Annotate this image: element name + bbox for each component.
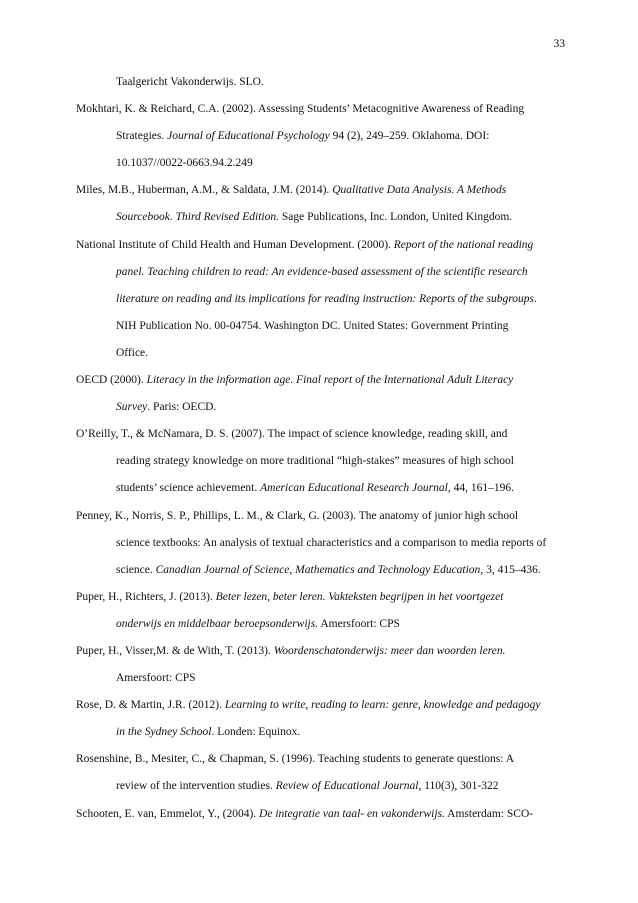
reference-text: students’ science achievement.: [116, 482, 261, 495]
reference-entry: [76, 421, 566, 502]
reference-text: Sage Publications, Inc. London, United Kingdom.: [279, 211, 513, 224]
reference-title-text: onderwijs en middelbaar beroepsonderwijs.: [116, 617, 319, 630]
reference-text: Amersfoort: CPS: [116, 672, 196, 685]
reference-title-text: Report of the national reading: [393, 238, 534, 251]
reference-text: . Paris: OECD.: [147, 401, 217, 414]
reference-line: [76, 123, 566, 150]
reference-text: , 110(3), 301-322: [418, 780, 499, 793]
reference-entry: [76, 177, 566, 231]
reference-line: [76, 286, 566, 313]
reference-entry: [76, 96, 566, 177]
reference-line: [76, 96, 566, 123]
reference-line: [76, 367, 566, 394]
reference-line: [76, 801, 566, 828]
reference-title-text: literature on reading and its implications for reading instruction: Reports of the subgroups: [116, 292, 535, 305]
reference-text: OECD (2000).: [76, 374, 147, 387]
reference-text: 10.1037//0022-0663.94.2.249: [116, 157, 253, 170]
reference-title-text: in the Sydney School: [116, 726, 212, 739]
reference-line: [76, 69, 566, 96]
reference-entry: [76, 584, 566, 638]
reference-entry: [76, 232, 566, 367]
reference-line: [76, 557, 566, 584]
reference-text: reading strategy knowledge on more traditional “high-stakes” measures of high school: [116, 455, 514, 468]
reference-line: [76, 746, 566, 773]
reference-line: [76, 448, 566, 475]
reference-entry: [76, 801, 566, 828]
reference-text: Rose, D. & Martin, J.R. (2012).: [76, 699, 225, 712]
reference-title-text: Woordenschatonderwijs: meer dan woorden leren.: [273, 644, 506, 657]
reference-entry: [76, 638, 566, 692]
reference-text: Office.: [116, 346, 149, 359]
reference-entry: [76, 746, 566, 800]
reference-title-text: panel. Teaching children to read: An evidence-based assessment of the scientific research: [116, 265, 528, 278]
reference-line: [76, 421, 566, 448]
reference-title-text: American Educational Research Journal: [260, 482, 448, 495]
reference-line: [76, 232, 566, 259]
reference-text: Mokhtari, K. & Reichard, C.A. (2002). Assessing Students’ Metacognitive Awareness of Reading: [76, 103, 525, 116]
reference-text: review of the intervention studies.: [116, 780, 276, 793]
reference-text: Schooten, E. van, Emmelot, Y., (2004).: [76, 807, 260, 820]
reference-line: [76, 313, 566, 340]
reference-text: National Institute of Child Health and Human Development. (2000).: [76, 238, 394, 251]
reference-title-text: De integratie van taal- en vakonderwijs.: [259, 807, 445, 820]
reference-line: [76, 584, 566, 611]
reference-text: , 44, 161–196.: [447, 482, 514, 495]
reference-text: Amersfoort: CPS: [318, 617, 400, 630]
reference-line: [76, 394, 566, 421]
reference-text: Puper, H., Richters, J. (2013).: [76, 590, 216, 603]
reference-line: [76, 611, 566, 638]
reference-text: Miles, M.B., Huberman, A.M., & Saldata, J.M. (2014).: [76, 184, 333, 197]
reference-title-text: Journal of Educational Psychology: [167, 130, 330, 143]
reference-line: [76, 259, 566, 286]
reference-text: science.: [116, 563, 156, 576]
reference-entry: [76, 503, 566, 584]
reference-title-text: Beter lezen, beter leren. Vakteksten begrijpen in het voortgezet: [215, 590, 504, 603]
reference-title-text: Survey: [116, 401, 148, 414]
reference-text: Taalgericht Vakonderwijs. SLO.: [116, 76, 264, 88]
reference-text: 94 (2), 249–259. Oklahoma. DOI:: [329, 130, 490, 143]
page-number: 33: [553, 38, 565, 50]
reference-line: [76, 340, 566, 367]
reference-text: Strategies.: [116, 130, 168, 143]
reference-line: [76, 204, 566, 231]
reference-line: [76, 503, 566, 530]
reference-line: [76, 638, 566, 665]
reference-title-text: Sourcebook. Third Revised Edition.: [116, 211, 279, 224]
reference-list: [76, 69, 566, 828]
reference-entry: [76, 692, 566, 746]
reference-title-text: Canadian Journal of Science, Mathematics and Technology Education: [155, 563, 481, 576]
reference-line: [76, 773, 566, 800]
reference-line: [76, 719, 566, 746]
reference-line: [76, 692, 566, 719]
reference-text: NIH Publication No. 00-04754. Washington DC. United States: Government Printing: [116, 319, 509, 332]
reference-text: . Londen: Equinox.: [211, 726, 301, 739]
reference-text: Penney, K., Norris, S. P., Phillips, L. M., & Clark, G. (2003). The anatomy of junior high school: [76, 509, 519, 522]
reference-entry: [76, 69, 566, 96]
reference-entry: [76, 367, 566, 421]
reference-text: Puper, H., Visser,M. & de With, T. (2013).: [76, 644, 274, 657]
reference-text: O’Reilly, T., & McNamara, D. S. (2007). The impact of science knowledge, reading skill, and: [76, 428, 508, 441]
reference-line: [76, 150, 566, 177]
reference-title-text: Review of Educational Journal: [275, 780, 419, 793]
reference-title-text: Qualitative Data Analysis. A Methods: [332, 184, 507, 197]
reference-title-text: Literacy in the information age. Final report of the International Adult Literacy: [146, 374, 514, 387]
reference-text: Rosenshine, B., Mesiter, C., & Chapman, S. (1996). Teaching students to generate questions: A: [76, 753, 515, 766]
reference-text: Amsterdam: SCO-: [444, 807, 534, 820]
reference-line: [76, 475, 566, 502]
reference-text: .: [534, 292, 537, 305]
reference-line: [76, 530, 566, 557]
reference-line: [76, 665, 566, 692]
reference-text: , 3, 415–436.: [480, 563, 541, 576]
reference-line: [76, 177, 566, 204]
reference-title-text: Learning to write, reading to learn: genre, knowledge and pedagogy: [224, 699, 541, 712]
reference-text: science textbooks: An analysis of textual characteristics and a comparison to media reports of: [116, 536, 547, 549]
